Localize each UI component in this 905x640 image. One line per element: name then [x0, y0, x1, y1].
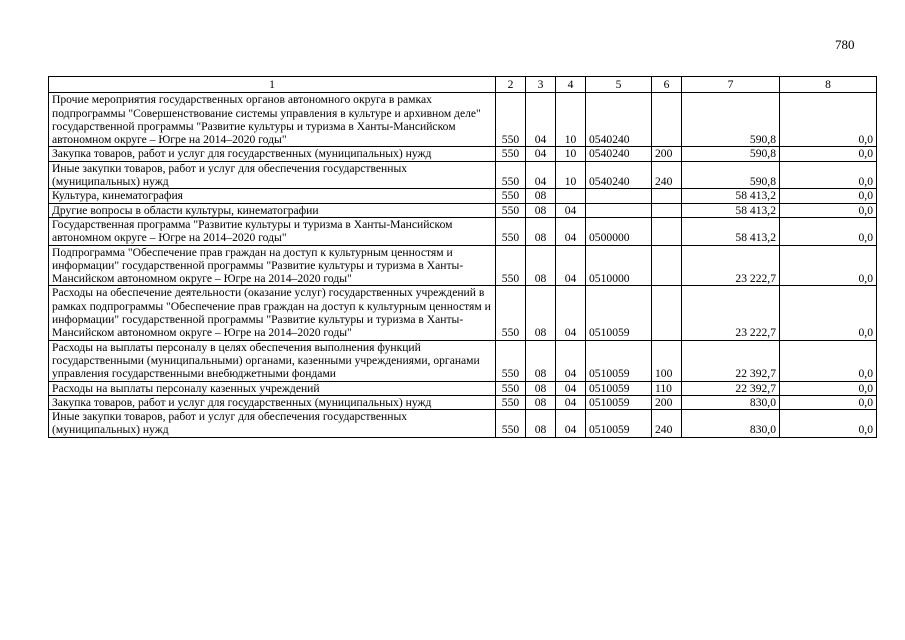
- table-row: [49, 203, 877, 217]
- expense-type-cell: [652, 286, 682, 340]
- amount-cell: 58 413,2: [682, 189, 780, 203]
- column-header: 6: [652, 77, 682, 93]
- amount-cell-2: 0,0: [780, 245, 877, 286]
- admin-code-cell: 550: [496, 147, 526, 161]
- section-cell: 04: [526, 161, 556, 189]
- target-article-cell: 0510059: [586, 410, 652, 438]
- item-name-cell: Прочие мероприятия государственных органов автономного округа в рамках подпрограммы "Совершенствование системы управления в культуре и архивном деле" государственной программы "Развитие культуры и туризма в Ханты-Мансийском автономном округе – Югре на 2014–2020 годы": [49, 93, 496, 147]
- amount-cell-2: 0,0: [780, 161, 877, 189]
- column-header: 2: [496, 77, 526, 93]
- subsection-cell: 04: [556, 381, 586, 395]
- admin-code-cell: 550: [496, 381, 526, 395]
- expense-type-cell: 200: [652, 395, 682, 409]
- amount-cell: 590,8: [682, 93, 780, 147]
- column-header: 7: [682, 77, 780, 93]
- amount-cell: 58 413,2: [682, 203, 780, 217]
- column-header: 5: [586, 77, 652, 93]
- expense-type-cell: [652, 93, 682, 147]
- amount-cell-2: 0,0: [780, 340, 877, 381]
- amount-cell-2: 0,0: [780, 395, 877, 409]
- expense-type-cell: [652, 189, 682, 203]
- admin-code-cell: 550: [496, 286, 526, 340]
- subsection-cell: [556, 189, 586, 203]
- item-name-cell: Расходы на обеспечение деятельности (оказание услуг) государственных учреждений в рамках подпрограммы "Обеспечение прав граждан на доступ к культурным ценностям и информации" государственной программы "Развитие культуры и туризма в Ханты-Мансийском автономном округе – Югре на 2014–2020 годы": [49, 286, 496, 340]
- subsection-cell: 04: [556, 203, 586, 217]
- admin-code-cell: 550: [496, 203, 526, 217]
- subsection-cell: 04: [556, 217, 586, 245]
- expense-type-cell: 100: [652, 340, 682, 381]
- item-name-cell: Подпрограмма "Обеспечение прав граждан на доступ к культурным ценностям и информации" государственной программы "Развитие культуры и туризма в Ханты-Мансийском автономном округе – Югре на 2014–2020 годы": [49, 245, 496, 286]
- amount-cell: 58 413,2: [682, 217, 780, 245]
- section-cell: 08: [526, 189, 556, 203]
- table-row: [49, 147, 877, 161]
- target-article-cell: 0510059: [586, 340, 652, 381]
- expense-type-cell: 110: [652, 381, 682, 395]
- expense-type-cell: 240: [652, 161, 682, 189]
- section-cell: 08: [526, 245, 556, 286]
- target-article-cell: 0500000: [586, 217, 652, 245]
- expense-type-cell: [652, 245, 682, 286]
- table-row: [49, 93, 877, 147]
- table-row: [49, 189, 877, 203]
- amount-cell-2: 0,0: [780, 286, 877, 340]
- expense-type-cell: 200: [652, 147, 682, 161]
- table-row: [49, 395, 877, 409]
- item-name-cell: Расходы на выплаты персоналу в целях обеспечения выполнения функций государственными (муниципальными) органами, казенными учреждениями, органами управления государственными внебюджетными фондами: [49, 340, 496, 381]
- target-article-cell: 0510000: [586, 245, 652, 286]
- amount-cell-2: 0,0: [780, 203, 877, 217]
- admin-code-cell: 550: [496, 410, 526, 438]
- table-row: [49, 245, 877, 286]
- table-row: [49, 217, 877, 245]
- column-header: 4: [556, 77, 586, 93]
- budget-table: [48, 76, 877, 438]
- item-name-cell: Иные закупки товаров, работ и услуг для обеспечения государственных (муниципальных) нужд: [49, 161, 496, 189]
- column-header: 3: [526, 77, 556, 93]
- amount-cell: 830,0: [682, 395, 780, 409]
- column-header-row: [49, 77, 877, 93]
- item-name-cell: Культура, кинематография: [49, 189, 496, 203]
- item-name-cell: Другие вопросы в области культуры, кинематографии: [49, 203, 496, 217]
- subsection-cell: 04: [556, 286, 586, 340]
- amount-cell: 590,8: [682, 147, 780, 161]
- amount-cell-2: 0,0: [780, 410, 877, 438]
- column-header: 8: [780, 77, 877, 93]
- amount-cell: 830,0: [682, 410, 780, 438]
- amount-cell-2: 0,0: [780, 93, 877, 147]
- section-cell: 04: [526, 93, 556, 147]
- admin-code-cell: 550: [496, 340, 526, 381]
- section-cell: 08: [526, 381, 556, 395]
- section-cell: 08: [526, 395, 556, 409]
- target-article-cell: 0510059: [586, 286, 652, 340]
- subsection-cell: 10: [556, 147, 586, 161]
- amount-cell: 22 392,7: [682, 340, 780, 381]
- item-name-cell: Расходы на выплаты персоналу казенных учреждений: [49, 381, 496, 395]
- amount-cell-2: 0,0: [780, 381, 877, 395]
- table-row: [49, 410, 877, 438]
- section-cell: 08: [526, 286, 556, 340]
- item-name-cell: Закупка товаров, работ и услуг для государственных (муниципальных) нужд: [49, 147, 496, 161]
- section-cell: 08: [526, 340, 556, 381]
- amount-cell: 23 222,7: [682, 286, 780, 340]
- section-cell: 08: [526, 217, 556, 245]
- expense-type-cell: [652, 217, 682, 245]
- subsection-cell: 04: [556, 245, 586, 286]
- item-name-cell: Иные закупки товаров, работ и услуг для обеспечения государственных (муниципальных) нужд: [49, 410, 496, 438]
- amount-cell: 23 222,7: [682, 245, 780, 286]
- admin-code-cell: 550: [496, 245, 526, 286]
- expense-type-cell: [652, 203, 682, 217]
- section-cell: 04: [526, 147, 556, 161]
- item-name-cell: Закупка товаров, работ и услуг для государственных (муниципальных) нужд: [49, 395, 496, 409]
- admin-code-cell: 550: [496, 395, 526, 409]
- admin-code-cell: 550: [496, 93, 526, 147]
- amount-cell-2: 0,0: [780, 217, 877, 245]
- target-article-cell: [586, 203, 652, 217]
- target-article-cell: [586, 189, 652, 203]
- target-article-cell: 0510059: [586, 381, 652, 395]
- target-article-cell: 0540240: [586, 147, 652, 161]
- subsection-cell: 04: [556, 395, 586, 409]
- subsection-cell: 04: [556, 410, 586, 438]
- amount-cell: 590,8: [682, 161, 780, 189]
- column-header: 1: [49, 77, 496, 93]
- page-number: 780: [835, 37, 855, 52]
- amount-cell-2: 0,0: [780, 147, 877, 161]
- admin-code-cell: 550: [496, 217, 526, 245]
- subsection-cell: 10: [556, 161, 586, 189]
- subsection-cell: 10: [556, 93, 586, 147]
- amount-cell: 22 392,7: [682, 381, 780, 395]
- section-cell: 08: [526, 203, 556, 217]
- target-article-cell: 0540240: [586, 93, 652, 147]
- amount-cell-2: 0,0: [780, 189, 877, 203]
- table-row: [49, 286, 877, 340]
- subsection-cell: 04: [556, 340, 586, 381]
- table-row: [49, 161, 877, 189]
- target-article-cell: 0540240: [586, 161, 652, 189]
- table-row: [49, 340, 877, 381]
- admin-code-cell: 550: [496, 161, 526, 189]
- section-cell: 08: [526, 410, 556, 438]
- table-row: [49, 381, 877, 395]
- expense-type-cell: 240: [652, 410, 682, 438]
- target-article-cell: 0510059: [586, 395, 652, 409]
- item-name-cell: Государственная программа "Развитие культуры и туризма в Ханты-Мансийском автономном округе – Югре на 2014–2020 годы": [49, 217, 496, 245]
- admin-code-cell: 550: [496, 189, 526, 203]
